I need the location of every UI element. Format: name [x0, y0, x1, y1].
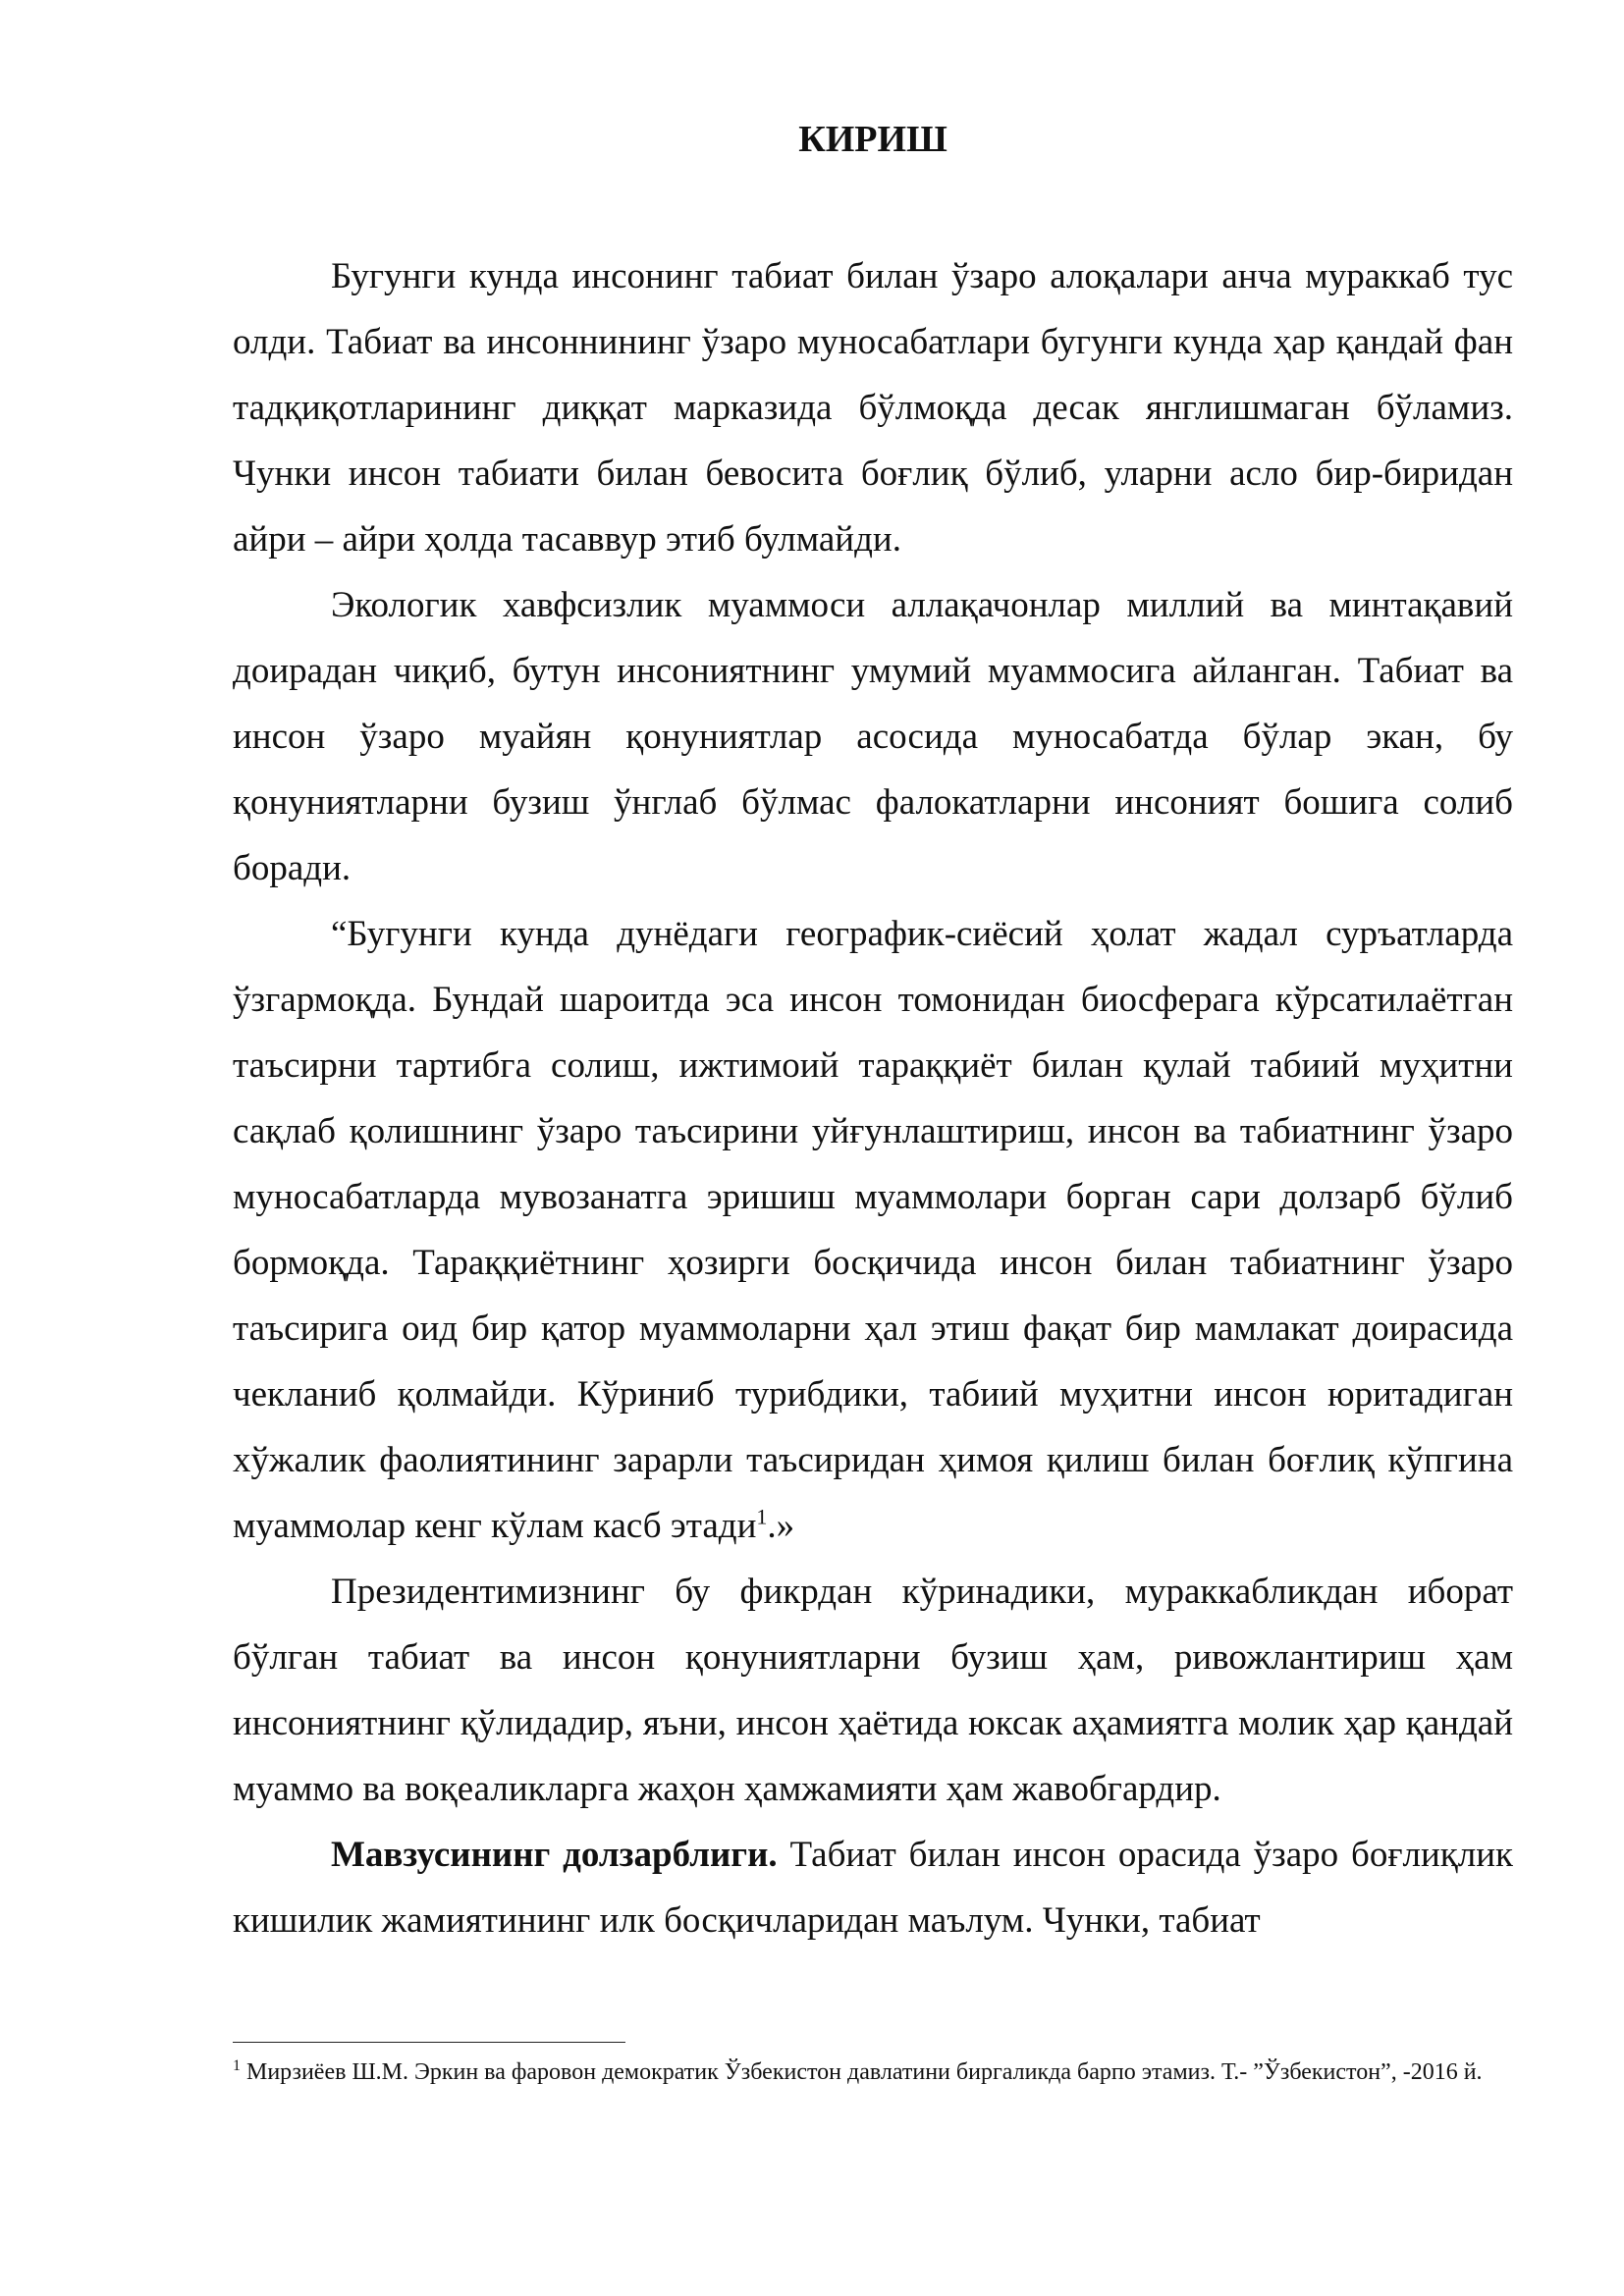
footnote — [233, 2057, 1513, 2087]
paragraph-2 — [233, 572, 1513, 901]
paragraph-3-quote — [233, 901, 1513, 1559]
paragraph-tail: .» — [767, 1506, 795, 1546]
paragraph-text: Табиат билан инсон орасида ўзаро боғлиқлик кишилик жамиятининг илк босқичларидан маълум. Чунки, табиат — [233, 1835, 1513, 1941]
paragraph-text: “Бугунги кунда дунёдаги географик-сиёсий ҳолат жадал суръатларда ўзгармоқда. Бундай шароитда эса инсон томонидан биосферага кўрсатилаётган таъсирни тартибга солиш, ижтимоий тараққиёт билан қулай табиий муҳитни сақлаб қолишнинг ўзаро таъсирини уйғунлаштириш, инсон ва табиатнинг ўзаро муносабатларда мувозанатга эришиш муаммолари борган сари долзарб бўлиб бормоқда. Тараққиётнинг ҳозирги босқичида инсон билан табиатнинг ўзаро таъсирига оид бир қатор муаммоларни ҳал этиш фақат бир мамлакат доирасида чекланиб қолмайди. Кўриниб турибдики, табиий муҳитни инсон юритадиган хўжалик фаолиятининг зарарли таъсиридан ҳимоя қилиш билан боғлиқ кўпгина муаммолар кенг кўлам касб этади — [233, 914, 1513, 1546]
paragraph-1 — [233, 243, 1513, 572]
footnote-text: Мирзиёев Ш.М. Эркин ва фаровон демократик Ўзбекистон давлатини биргаликда барпо этамиз. Т.- ”Ўзбекистон”, -2016 й. — [241, 2059, 1483, 2085]
footnote-number: 1 — [233, 2057, 241, 2074]
paragraph-5-relevance — [233, 1822, 1513, 1953]
page-title: КИРИШ — [798, 119, 947, 160]
paragraph-4 — [233, 1559, 1513, 1822]
paragraph-text: Бугунги кунда инсонинг табиат билан ўзаро алоқалари анча мураккаб тус олди. Табиат ва инсоннининг ўзаро муносабатлари бугунги кунда ҳар қандай фан тадқиқотларининг диққат марказида бўлмоқда десак янглишмаган бўламиз. Чунки инсон табиати билан бевосита боғлиқ бўлиб, уларни асло бир-биридан айри – айри ҳолда тасаввур этиб булмайди. — [233, 256, 1513, 560]
footnote-reference[interactable]: 1 — [756, 1504, 768, 1529]
document-body — [233, 243, 1513, 1953]
footnote-divider — [233, 2042, 625, 2043]
paragraph-text: Президентимизнинг бу фикрдан кўринадики, мураккабликдан иборат бўлган табиат ва инсон қонуниятларни бузиш ҳам, ривожлантириш ҳам инсониятнинг қўлидадир, яъни, инсон ҳаётида юксак аҳамиятга молик ҳар қандай муаммо ва воқеаликларга жаҳон ҳамжамияти ҳам жавобгардир. — [233, 1572, 1513, 1809]
section-label: Мавзусининг долзарблиги. — [331, 1835, 778, 1875]
paragraph-text: Экологик хавфсизлик муаммоси аллақачонлар миллий ва минтақавий доирадан чиқиб, бутун инсониятнинг умумий муаммосига айланган. Табиат ва инсон ўзаро муайян қонуниятлар асосида муносабатда бўлар экан, бу қонуниятларни бузиш ўнглаб бўлмас фалокатларни инсоният бошига солиб боради. — [233, 585, 1513, 888]
